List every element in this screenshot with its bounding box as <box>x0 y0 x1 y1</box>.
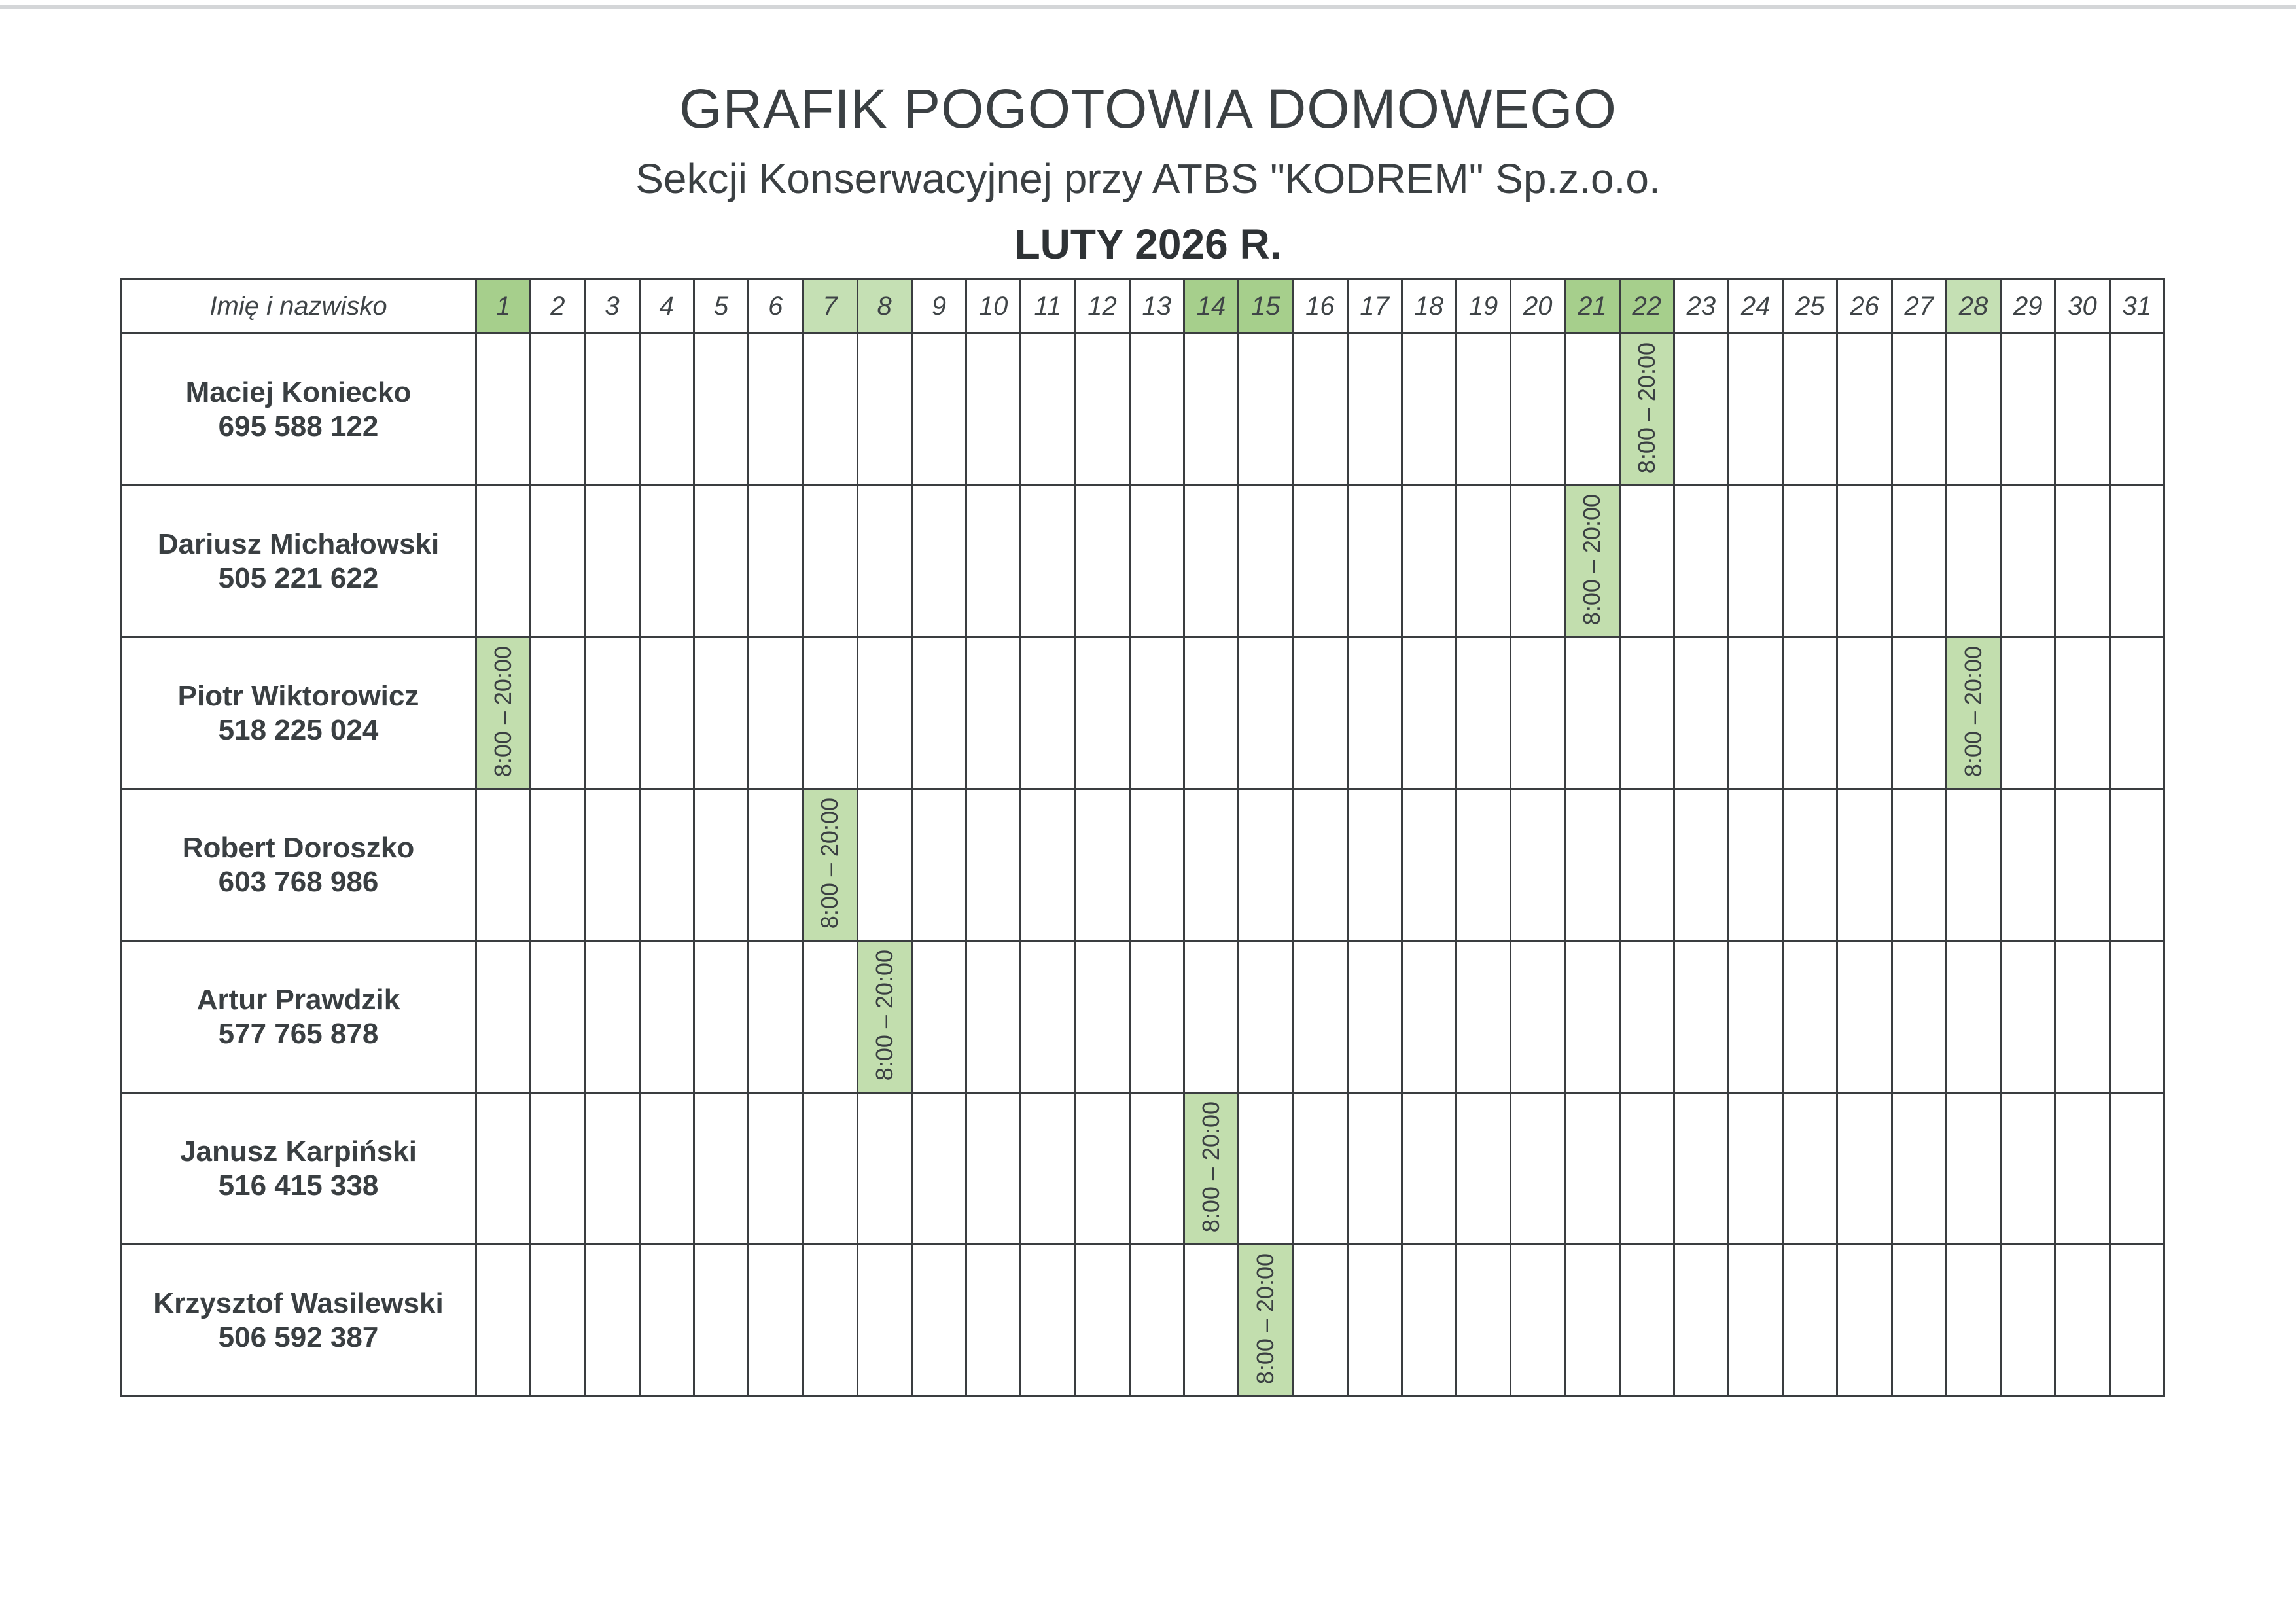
empty-day-cell <box>1075 1093 1129 1245</box>
shift-hours: 8:00 – 20:00 <box>1197 1101 1224 1233</box>
empty-day-cell <box>2001 486 2055 637</box>
empty-day-cell <box>1129 334 1184 486</box>
person-name: Maciej Koniecko <box>185 376 412 408</box>
empty-day-cell <box>749 1093 803 1245</box>
person-cell <box>121 486 476 637</box>
empty-day-cell <box>803 1245 857 1397</box>
person-name: Piotr Wiktorowicz <box>177 679 419 712</box>
empty-day-cell <box>1729 1245 1783 1397</box>
person-cell <box>121 1093 476 1245</box>
person-cell <box>121 941 476 1093</box>
empty-day-cell <box>1837 789 1892 941</box>
empty-day-cell <box>911 486 966 637</box>
empty-day-cell <box>1075 486 1129 637</box>
empty-day-cell <box>857 789 911 941</box>
person-name: Krzysztof Wasilewski <box>153 1287 444 1319</box>
empty-day-cell <box>1347 637 1402 789</box>
day-header-29: 29 <box>2001 279 2055 334</box>
empty-day-cell <box>2055 486 2110 637</box>
day-header-20: 20 <box>1511 279 1565 334</box>
day-header-19: 19 <box>1456 279 1510 334</box>
empty-day-cell <box>2110 1245 2164 1397</box>
empty-day-cell <box>476 334 531 486</box>
table-row <box>121 1245 2164 1397</box>
empty-day-cell <box>1129 941 1184 1093</box>
empty-day-cell <box>1456 941 1510 1093</box>
empty-day-cell <box>966 941 1020 1093</box>
empty-day-cell <box>531 941 585 1093</box>
day-header-24: 24 <box>1729 279 1783 334</box>
empty-day-cell <box>1347 1093 1402 1245</box>
empty-day-cell <box>1946 941 2000 1093</box>
empty-day-cell <box>1402 1245 1456 1397</box>
empty-day-cell <box>749 941 803 1093</box>
empty-day-cell <box>1783 637 1837 789</box>
empty-day-cell <box>911 941 966 1093</box>
empty-day-cell <box>1075 789 1129 941</box>
empty-day-cell <box>1239 1093 1293 1245</box>
empty-day-cell <box>1075 1245 1129 1397</box>
empty-day-cell <box>2001 334 2055 486</box>
day-header-7: 7 <box>803 279 857 334</box>
empty-day-cell <box>1075 941 1129 1093</box>
empty-day-cell <box>1565 637 1619 789</box>
empty-day-cell <box>857 334 911 486</box>
duty-cell <box>1239 1245 1293 1397</box>
empty-day-cell <box>1456 1245 1510 1397</box>
empty-day-cell <box>585 1093 639 1245</box>
empty-day-cell <box>585 334 639 486</box>
empty-day-cell <box>1402 789 1456 941</box>
empty-day-cell <box>966 334 1020 486</box>
duty-cell <box>476 637 531 789</box>
empty-day-cell <box>2055 1245 2110 1397</box>
empty-day-cell <box>1239 637 1293 789</box>
empty-day-cell <box>531 1093 585 1245</box>
empty-day-cell <box>966 789 1020 941</box>
empty-day-cell <box>1021 1093 1075 1245</box>
empty-day-cell <box>1619 1245 1674 1397</box>
empty-day-cell <box>1511 1245 1565 1397</box>
empty-day-cell <box>1674 637 1728 789</box>
schedule-month: LUTY 2026 R. <box>1014 221 1282 268</box>
empty-day-cell <box>531 486 585 637</box>
empty-day-cell <box>1021 637 1075 789</box>
empty-day-cell <box>1946 486 2000 637</box>
empty-day-cell <box>1511 789 1565 941</box>
empty-day-cell <box>1729 789 1783 941</box>
empty-day-cell <box>476 486 531 637</box>
table-row <box>121 637 2164 789</box>
empty-day-cell <box>694 941 748 1093</box>
empty-day-cell <box>1837 1245 1892 1397</box>
empty-day-cell <box>1456 334 1510 486</box>
day-header-12: 12 <box>1075 279 1129 334</box>
empty-day-cell <box>1184 941 1238 1093</box>
shift-hours: 8:00 – 20:00 <box>1960 645 1987 777</box>
empty-day-cell <box>1402 1093 1456 1245</box>
empty-day-cell <box>749 637 803 789</box>
shift-hours: 8:00 – 20:00 <box>870 949 898 1081</box>
person-phone: 577 765 878 <box>218 1017 379 1050</box>
empty-day-cell <box>1892 1245 1946 1397</box>
duty-cell <box>1619 334 1674 486</box>
empty-day-cell <box>1892 941 1946 1093</box>
empty-day-cell <box>803 486 857 637</box>
empty-day-cell <box>1456 789 1510 941</box>
empty-day-cell <box>966 1245 1020 1397</box>
duty-cell <box>857 941 911 1093</box>
empty-day-cell <box>1837 486 1892 637</box>
person-name: Artur Prawdzik <box>196 983 400 1016</box>
empty-day-cell <box>1892 486 1946 637</box>
empty-day-cell <box>1184 334 1238 486</box>
name-column-header: Imię i nazwisko <box>121 279 476 334</box>
empty-day-cell <box>2110 334 2164 486</box>
day-header-13: 13 <box>1129 279 1184 334</box>
table-body <box>121 334 2164 1397</box>
empty-day-cell <box>1293 789 1347 941</box>
empty-day-cell <box>531 334 585 486</box>
empty-day-cell <box>639 1245 694 1397</box>
empty-day-cell <box>1184 1245 1238 1397</box>
empty-day-cell <box>1239 486 1293 637</box>
person-name: Dariusz Michałowski <box>157 527 440 560</box>
empty-day-cell <box>1021 486 1075 637</box>
empty-day-cell <box>1619 789 1674 941</box>
empty-day-cell <box>1946 789 2000 941</box>
empty-day-cell <box>857 1093 911 1245</box>
empty-day-cell <box>585 789 639 941</box>
empty-day-cell <box>1402 941 1456 1093</box>
day-header-2: 2 <box>531 279 585 334</box>
empty-day-cell <box>1021 334 1075 486</box>
empty-day-cell <box>1456 1093 1510 1245</box>
table-row <box>121 1093 2164 1245</box>
shift-hours: 8:00 – 20:00 <box>1633 342 1660 474</box>
document-subtitle: Sekcji Konserwacyjnej przy ATBS "KODREM" Sp.z.o.o. <box>635 155 1661 202</box>
empty-day-cell <box>1129 1093 1184 1245</box>
person-name: Robert Doroszko <box>182 831 415 864</box>
empty-day-cell <box>1729 637 1783 789</box>
empty-day-cell <box>1783 486 1837 637</box>
day-header-28: 28 <box>1946 279 2000 334</box>
empty-day-cell <box>803 637 857 789</box>
empty-day-cell <box>531 637 585 789</box>
day-header-9: 9 <box>911 279 966 334</box>
person-phone: 505 221 622 <box>218 562 379 594</box>
empty-day-cell <box>1293 1093 1347 1245</box>
empty-day-cell <box>1783 1093 1837 1245</box>
person-name: Janusz Karpiński <box>180 1135 417 1168</box>
empty-day-cell <box>911 789 966 941</box>
empty-day-cell <box>1674 1093 1728 1245</box>
empty-day-cell <box>2001 1093 2055 1245</box>
empty-day-cell <box>803 941 857 1093</box>
duty-cell <box>803 789 857 941</box>
empty-day-cell <box>1565 941 1619 1093</box>
empty-day-cell <box>694 789 748 941</box>
empty-day-cell <box>749 1245 803 1397</box>
empty-day-cell <box>1674 1245 1728 1397</box>
day-header-4: 4 <box>639 279 694 334</box>
person-cell <box>121 334 476 486</box>
empty-day-cell <box>803 1093 857 1245</box>
empty-day-cell <box>1347 941 1402 1093</box>
empty-day-cell <box>1729 334 1783 486</box>
empty-day-cell <box>803 334 857 486</box>
person-phone: 518 225 024 <box>218 713 379 746</box>
empty-day-cell <box>1619 941 1674 1093</box>
empty-day-cell <box>1511 486 1565 637</box>
empty-day-cell <box>694 1093 748 1245</box>
empty-day-cell <box>1184 789 1238 941</box>
empty-day-cell <box>1293 486 1347 637</box>
empty-day-cell <box>1511 941 1565 1093</box>
person-cell <box>121 637 476 789</box>
empty-day-cell <box>1129 637 1184 789</box>
day-header-21: 21 <box>1565 279 1619 334</box>
table-row <box>121 486 2164 637</box>
empty-day-cell <box>1402 486 1456 637</box>
empty-day-cell <box>1783 1245 1837 1397</box>
duty-cell <box>1184 1093 1238 1245</box>
empty-day-cell <box>1619 1093 1674 1245</box>
empty-day-cell <box>1729 941 1783 1093</box>
person-phone: 506 592 387 <box>218 1321 379 1353</box>
empty-day-cell <box>1946 334 2000 486</box>
empty-day-cell <box>1511 1093 1565 1245</box>
day-header-27: 27 <box>1892 279 1946 334</box>
empty-day-cell <box>1674 334 1728 486</box>
day-header-23: 23 <box>1674 279 1728 334</box>
empty-day-cell <box>476 1245 531 1397</box>
empty-day-cell <box>1239 941 1293 1093</box>
day-header-5: 5 <box>694 279 748 334</box>
shift-hours: 8:00 – 20:00 <box>489 645 517 777</box>
document-title: GRAFIK POGOTOWIA DOMOWEGO <box>679 78 1617 139</box>
empty-day-cell <box>585 941 639 1093</box>
empty-day-cell <box>1347 486 1402 637</box>
day-header-3: 3 <box>585 279 639 334</box>
empty-day-cell <box>966 637 1020 789</box>
empty-day-cell <box>1619 637 1674 789</box>
empty-day-cell <box>2001 1245 2055 1397</box>
empty-day-cell <box>1347 1245 1402 1397</box>
shift-hours: 8:00 – 20:00 <box>816 797 843 929</box>
day-header-10: 10 <box>966 279 1020 334</box>
duty-cell <box>1565 486 1619 637</box>
empty-day-cell <box>857 1245 911 1397</box>
empty-day-cell <box>585 637 639 789</box>
day-header-17: 17 <box>1347 279 1402 334</box>
day-header-6: 6 <box>749 279 803 334</box>
empty-day-cell <box>476 1093 531 1245</box>
day-header-16: 16 <box>1293 279 1347 334</box>
empty-day-cell <box>1021 789 1075 941</box>
person-cell <box>121 789 476 941</box>
empty-day-cell <box>2110 1093 2164 1245</box>
day-header-8: 8 <box>857 279 911 334</box>
empty-day-cell <box>749 789 803 941</box>
empty-day-cell <box>1402 637 1456 789</box>
empty-day-cell <box>1729 1093 1783 1245</box>
day-header-26: 26 <box>1837 279 1892 334</box>
empty-day-cell <box>1021 941 1075 1093</box>
empty-day-cell <box>1184 486 1238 637</box>
table-header-row <box>121 279 2164 334</box>
duty-schedule-table <box>120 278 2165 1397</box>
table-row <box>121 789 2164 941</box>
empty-day-cell <box>639 637 694 789</box>
empty-day-cell <box>476 941 531 1093</box>
empty-day-cell <box>2110 637 2164 789</box>
empty-day-cell <box>857 486 911 637</box>
empty-day-cell <box>639 1093 694 1245</box>
empty-day-cell <box>749 334 803 486</box>
day-header-25: 25 <box>1783 279 1837 334</box>
empty-day-cell <box>966 1093 1020 1245</box>
table-row <box>121 941 2164 1093</box>
person-phone: 603 768 986 <box>218 865 379 898</box>
empty-day-cell <box>585 486 639 637</box>
empty-day-cell <box>1946 1093 2000 1245</box>
empty-day-cell <box>2110 789 2164 941</box>
empty-day-cell <box>1783 789 1837 941</box>
empty-day-cell <box>1837 334 1892 486</box>
empty-day-cell <box>1293 941 1347 1093</box>
empty-day-cell <box>2001 941 2055 1093</box>
empty-day-cell <box>1892 1093 1946 1245</box>
day-header-30: 30 <box>2055 279 2110 334</box>
empty-day-cell <box>911 1245 966 1397</box>
empty-day-cell <box>1129 789 1184 941</box>
empty-day-cell <box>1293 1245 1347 1397</box>
empty-day-cell <box>1239 334 1293 486</box>
shift-hours: 8:00 – 20:00 <box>1252 1253 1279 1385</box>
empty-day-cell <box>2055 637 2110 789</box>
empty-day-cell <box>1565 334 1619 486</box>
empty-day-cell <box>585 1245 639 1397</box>
empty-day-cell <box>476 789 531 941</box>
duty-cell <box>1946 637 2000 789</box>
empty-day-cell <box>694 486 748 637</box>
empty-day-cell <box>531 789 585 941</box>
empty-day-cell <box>1783 334 1837 486</box>
day-header-15: 15 <box>1239 279 1293 334</box>
empty-day-cell <box>531 1245 585 1397</box>
empty-day-cell <box>1565 1093 1619 1245</box>
empty-day-cell <box>1674 941 1728 1093</box>
day-header-31: 31 <box>2110 279 2164 334</box>
empty-day-cell <box>1729 486 1783 637</box>
empty-day-cell <box>911 1093 966 1245</box>
person-phone: 695 588 122 <box>218 410 379 442</box>
day-header-1: 1 <box>476 279 531 334</box>
empty-day-cell <box>1075 637 1129 789</box>
empty-day-cell <box>1892 637 1946 789</box>
top-scan-edge <box>0 5 2296 9</box>
empty-day-cell <box>1129 1245 1184 1397</box>
empty-day-cell <box>2110 486 2164 637</box>
empty-day-cell <box>1837 1093 1892 1245</box>
empty-day-cell <box>2055 789 2110 941</box>
empty-day-cell <box>1892 334 1946 486</box>
empty-day-cell <box>694 637 748 789</box>
empty-day-cell <box>1565 789 1619 941</box>
person-cell <box>121 1245 476 1397</box>
empty-day-cell <box>1565 1245 1619 1397</box>
empty-day-cell <box>966 486 1020 637</box>
empty-day-cell <box>639 486 694 637</box>
empty-day-cell <box>749 486 803 637</box>
empty-day-cell <box>1129 486 1184 637</box>
empty-day-cell <box>694 334 748 486</box>
day-header-18: 18 <box>1402 279 1456 334</box>
empty-day-cell <box>911 637 966 789</box>
empty-day-cell <box>1347 334 1402 486</box>
empty-day-cell <box>1946 1245 2000 1397</box>
empty-day-cell <box>1892 789 1946 941</box>
empty-day-cell <box>1293 334 1347 486</box>
empty-day-cell <box>2055 1093 2110 1245</box>
empty-day-cell <box>2001 637 2055 789</box>
empty-day-cell <box>1674 486 1728 637</box>
empty-day-cell <box>1347 789 1402 941</box>
person-phone: 516 415 338 <box>218 1169 379 1202</box>
empty-day-cell <box>2110 941 2164 1093</box>
empty-day-cell <box>857 637 911 789</box>
empty-day-cell <box>639 941 694 1093</box>
empty-day-cell <box>2001 789 2055 941</box>
empty-day-cell <box>694 1245 748 1397</box>
empty-day-cell <box>1293 637 1347 789</box>
empty-day-cell <box>639 334 694 486</box>
empty-day-cell <box>1837 941 1892 1093</box>
empty-day-cell <box>1456 637 1510 789</box>
empty-day-cell <box>1511 334 1565 486</box>
empty-day-cell <box>1619 486 1674 637</box>
empty-day-cell <box>1184 637 1238 789</box>
table-row <box>121 334 2164 486</box>
empty-day-cell <box>2055 334 2110 486</box>
empty-day-cell <box>639 789 694 941</box>
empty-day-cell <box>1239 789 1293 941</box>
empty-day-cell <box>1674 789 1728 941</box>
empty-day-cell <box>911 334 966 486</box>
shift-hours: 8:00 – 20:00 <box>1578 493 1606 626</box>
empty-day-cell <box>1783 941 1837 1093</box>
empty-day-cell <box>1402 334 1456 486</box>
day-header-11: 11 <box>1021 279 1075 334</box>
empty-day-cell <box>2055 941 2110 1093</box>
empty-day-cell <box>1075 334 1129 486</box>
empty-day-cell <box>1511 637 1565 789</box>
day-header-22: 22 <box>1619 279 1674 334</box>
empty-day-cell <box>1837 637 1892 789</box>
empty-day-cell <box>1456 486 1510 637</box>
empty-day-cell <box>1021 1245 1075 1397</box>
day-header-14: 14 <box>1184 279 1238 334</box>
